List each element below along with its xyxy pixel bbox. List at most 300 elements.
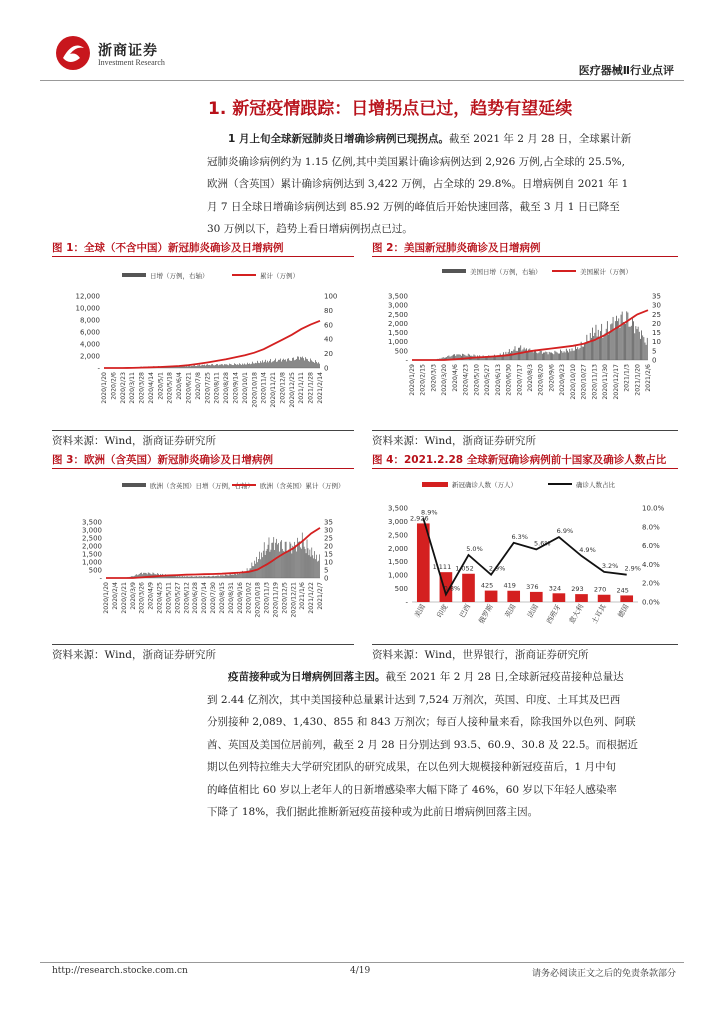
figure-3-source-rule — [52, 644, 354, 645]
legend-label-daily: 日增（万例，右轴） — [150, 272, 209, 280]
daily-bar — [607, 321, 608, 360]
x-tick-label: 2020/5/1 — [157, 372, 165, 400]
y-left-tick-label: 1,500 — [387, 558, 408, 567]
y-right-tick-label: 15 — [324, 550, 333, 559]
daily-bar — [544, 352, 545, 360]
paragraph-1-line: 欧洲（含英国）累计确诊病例达到 3,422 万例，占全球的 29.8%。日增病例自 2021 年 1 — [207, 178, 629, 190]
y-left-tick-label: 2,000 — [79, 352, 100, 361]
share-value-label: 6.3% — [511, 532, 528, 541]
x-tick-label: 2020/11/3 — [263, 582, 271, 614]
daily-bar — [174, 576, 175, 578]
daily-bar — [646, 345, 647, 360]
figure-4-title-rule — [372, 468, 678, 469]
daily-bar — [552, 353, 553, 360]
y-left-tick-label: 1,000 — [387, 571, 408, 580]
daily-bar — [196, 576, 197, 578]
daily-bar — [210, 365, 211, 368]
daily-bar — [293, 358, 294, 368]
daily-bar — [198, 365, 199, 368]
daily-bar — [190, 366, 191, 368]
bar-value-label: 1,111 — [432, 563, 452, 572]
daily-bar — [597, 336, 598, 360]
daily-bar — [236, 575, 237, 578]
legend-label-daily: 美国日增（万例，右轴） — [470, 268, 542, 276]
y-left-tick-label: 2,500 — [387, 310, 408, 319]
daily-bar — [240, 364, 241, 368]
paragraph-2-line: 分别接种 2,089、1,430、855 和 843 万剂次；每百人接种量来看，除我国外以色列、阿联 — [207, 716, 636, 728]
daily-bar — [297, 356, 298, 368]
daily-bar — [228, 575, 229, 578]
x-tick-label: 2021/1/28 — [307, 372, 315, 404]
daily-bar — [284, 552, 285, 578]
daily-bar — [225, 575, 226, 578]
daily-bar — [195, 366, 196, 368]
daily-bar — [192, 576, 193, 578]
y-left-tick-label: 3,500 — [387, 504, 408, 513]
daily-bar — [267, 361, 268, 368]
daily-bar — [559, 353, 560, 360]
daily-bar — [577, 347, 578, 360]
daily-bar — [566, 349, 567, 360]
bar-value-label: 324 — [548, 584, 562, 593]
daily-bar — [232, 574, 233, 578]
daily-bar — [200, 576, 201, 578]
x-tick-label: 2021/1/22 — [308, 582, 316, 614]
y-right-tick-label: 10 — [652, 338, 661, 347]
daily-bar — [574, 351, 575, 360]
paragraph-2-line: 期以色列特拉维夫大学研究团队的研究成果，在以色列大规模接种新冠疫苗后，1 月中旬 — [207, 761, 617, 773]
share-value-label: 4.9% — [579, 545, 596, 554]
daily-bar — [239, 363, 240, 368]
daily-bar — [612, 323, 613, 360]
daily-bar — [601, 324, 602, 360]
figure-4-title: 图 4：2021.2.28 全球新冠确诊病例前十国家及确诊人数占比 — [372, 454, 667, 466]
daily-bar — [241, 573, 242, 578]
bar-value-label: 293 — [571, 585, 584, 594]
country-bar — [485, 591, 498, 602]
daily-bar — [539, 352, 540, 360]
legend-swatch-daily — [122, 273, 146, 277]
daily-bar — [231, 365, 232, 368]
daily-bar — [223, 365, 224, 368]
x-tick-label: 2020/8/11 — [213, 372, 221, 404]
share-value-label: 2.9% — [624, 564, 641, 573]
daily-bar — [238, 574, 239, 578]
daily-bar — [198, 577, 199, 578]
daily-bar — [280, 359, 281, 368]
bar-value-label: 1,052 — [455, 564, 474, 573]
y-right-tick-label: 80 — [324, 306, 333, 315]
daily-bar — [268, 362, 269, 368]
daily-bar — [262, 360, 263, 368]
daily-bar — [600, 331, 601, 360]
y-left-tick-label: 2,000 — [387, 544, 408, 553]
daily-bar — [216, 364, 217, 368]
figure-1-title: 图 1：全球（不含中国）新冠肺炎确诊及日增病例 — [52, 242, 284, 254]
legend-label-cumulative: 欧洲（含英国）累计（万例） — [260, 482, 345, 490]
daily-bar — [295, 545, 296, 578]
daily-bar — [193, 577, 194, 578]
daily-bar — [204, 365, 205, 368]
daily-bar — [185, 577, 186, 578]
legend-swatch-daily — [442, 269, 466, 273]
daily-bar — [547, 352, 548, 360]
daily-bar — [573, 351, 574, 360]
y-right-tick-label: 10.0% — [642, 504, 665, 513]
daily-bar — [271, 550, 272, 578]
daily-bar — [256, 363, 257, 368]
daily-bar — [229, 575, 230, 578]
daily-bar — [318, 362, 319, 368]
daily-bar — [233, 575, 234, 578]
x-tick-label: 2020/10/18 — [254, 582, 262, 618]
daily-bar — [618, 318, 619, 360]
daily-bar — [299, 541, 300, 578]
daily-bar — [310, 557, 311, 578]
footer-url[interactable]: http://research.stocke.com.cn — [52, 966, 188, 976]
bar-value-label: 419 — [503, 581, 516, 590]
y-right-tick-label: 25 — [652, 310, 661, 319]
figure-3-title-rule — [52, 468, 354, 469]
daily-bar — [288, 358, 289, 368]
x-tick-label: 2020/3/3 — [430, 364, 438, 392]
x-tick-label: 2020/3/26 — [138, 582, 146, 614]
daily-bar — [282, 360, 283, 368]
legend-swatch-daily — [122, 483, 146, 487]
daily-bar — [529, 349, 530, 360]
brand-name: 浙商证券 — [98, 43, 158, 59]
y-left-tick-label: 12,000 — [75, 292, 100, 301]
y-right-tick-label: 5 — [324, 566, 329, 575]
y-right-tick-label: 0.0% — [642, 598, 660, 607]
paragraph-2-line: 酋、英国及美国位居前列，截至 2 月 28 日分别达到 93.5、60.9、30.8 及 22.5。而根据近 — [207, 738, 638, 751]
daily-bar — [209, 365, 210, 368]
paragraph-1-lead: 1 月上旬全球新冠肺炎日增确诊病例已现拐点。 — [228, 133, 449, 145]
daily-bar — [247, 363, 248, 368]
daily-bar — [531, 351, 532, 360]
daily-bar — [305, 549, 306, 578]
daily-bar — [252, 362, 253, 368]
daily-bar — [532, 351, 533, 360]
daily-bar — [271, 362, 272, 368]
y-left-tick-label: 3,500 — [81, 518, 102, 527]
daily-bar — [275, 359, 276, 368]
figure-1-title-rule — [52, 256, 354, 257]
chart-2 — [372, 260, 678, 430]
daily-bar — [640, 339, 641, 360]
x-tick-label: 意大利 — [567, 603, 586, 626]
daily-bar — [584, 344, 585, 360]
daily-bar — [309, 362, 310, 368]
share-value-label: 2.9% — [488, 564, 506, 573]
y-right-tick-label: 20 — [652, 319, 661, 328]
y-right-tick-label: 30 — [652, 301, 661, 310]
daily-bar — [557, 353, 558, 360]
daily-bar — [641, 330, 642, 360]
x-tick-label: 2020/2/4 — [111, 582, 119, 610]
legend-label-cumulative: 累计（万例） — [260, 272, 299, 280]
y-left-tick-label: 1,500 — [81, 550, 102, 559]
legend-label-daily: 欧洲（含英国）日增（万例，右轴） — [150, 482, 254, 490]
daily-bar — [306, 359, 307, 368]
daily-bar — [298, 357, 299, 368]
x-tick-label: 2020/11/13 — [591, 364, 599, 400]
y-right-tick-label: 35 — [652, 292, 661, 301]
chart-4 — [372, 472, 678, 644]
x-tick-label: 2021/2/7 — [317, 582, 324, 610]
daily-bar — [605, 333, 606, 360]
y-right-tick-label: 35 — [324, 518, 333, 527]
daily-bar — [261, 553, 262, 578]
daily-bar — [230, 364, 231, 368]
daily-bar — [525, 349, 526, 360]
daily-bar — [549, 352, 550, 360]
daily-bar — [241, 365, 242, 368]
daily-bar — [280, 542, 281, 578]
daily-bar — [190, 577, 191, 578]
figure-1-source: 资料来源：Wind，浙商证券研究所 — [52, 435, 216, 447]
daily-bar — [265, 360, 266, 368]
daily-bar — [630, 327, 631, 360]
y-right-tick-label: 60 — [324, 321, 333, 330]
daily-bar — [621, 315, 622, 360]
daily-bar — [312, 555, 313, 578]
x-tick-label: 2021/2/14 — [317, 372, 324, 404]
daily-bar — [213, 365, 214, 368]
daily-bar — [560, 350, 561, 360]
daily-bar — [183, 366, 184, 368]
daily-bar — [230, 574, 231, 578]
daily-bar — [596, 325, 597, 360]
x-tick-label: 2020/8/28 — [223, 372, 231, 404]
daily-bar — [604, 335, 605, 360]
header-divider — [40, 80, 684, 81]
x-tick-label: 2021/2/6 — [645, 364, 652, 392]
daily-bar — [232, 575, 233, 578]
daily-bar — [211, 577, 212, 578]
daily-bar — [639, 332, 640, 360]
daily-bar — [285, 359, 286, 368]
daily-bar — [561, 351, 562, 360]
daily-bar — [277, 544, 278, 578]
daily-bar — [187, 576, 188, 578]
daily-bar — [305, 357, 306, 368]
figure-2-title: 图 2：美国新冠肺炎确诊及日增病例 — [372, 242, 541, 254]
y-right-tick-label: 0 — [324, 574, 329, 583]
daily-bar — [227, 575, 228, 578]
daily-bar — [226, 364, 227, 368]
daily-bar — [643, 337, 644, 360]
daily-bar — [243, 572, 244, 578]
daily-bar — [599, 337, 600, 360]
x-tick-label: 2020/3/20 — [441, 364, 449, 396]
daily-bar — [221, 364, 222, 368]
chart-1 — [52, 260, 354, 430]
daily-bar — [220, 365, 221, 368]
daily-bar — [283, 359, 284, 368]
daily-bar — [274, 360, 275, 368]
daily-bar — [602, 338, 603, 360]
daily-bar — [207, 364, 208, 368]
daily-bar — [585, 344, 586, 360]
daily-bar — [234, 573, 235, 578]
y-left-tick-label: 3,000 — [387, 301, 408, 310]
daily-bar — [578, 349, 579, 360]
daily-bar — [576, 349, 577, 360]
x-tick-label: 2020/12/21 — [290, 582, 298, 618]
x-tick-label: 2020/1/20 — [101, 372, 108, 404]
paragraph-1 — [207, 128, 677, 241]
bar-value-label: 425 — [480, 581, 494, 590]
daily-bar — [211, 364, 212, 368]
y-left-tick-label: 2,500 — [387, 531, 408, 540]
country-bar — [575, 594, 588, 602]
daily-bar — [242, 364, 243, 368]
daily-bar — [315, 559, 316, 578]
daily-bar — [266, 362, 267, 368]
daily-bar — [186, 577, 187, 578]
daily-bar — [234, 363, 235, 368]
daily-bar — [215, 576, 216, 578]
daily-bar — [248, 364, 249, 368]
daily-bar — [220, 575, 221, 578]
x-tick-label: 2020/9/6 — [548, 364, 556, 392]
daily-bar — [615, 321, 616, 360]
daily-bar — [253, 363, 254, 368]
x-tick-label: 2020/9/16 — [236, 582, 244, 614]
x-tick-label: 2020/2/6 — [110, 372, 118, 400]
x-tick-label: 2020/7/14 — [201, 582, 209, 614]
daily-bar — [516, 351, 517, 360]
daily-bar — [319, 554, 320, 578]
daily-bar — [647, 338, 648, 360]
daily-bar — [282, 549, 283, 578]
daily-bar — [231, 574, 232, 578]
daily-bar — [213, 576, 214, 578]
x-tick-label: 2020/11/30 — [602, 364, 610, 400]
x-tick-label: 2020/6/12 — [183, 582, 191, 614]
daily-bar — [240, 574, 241, 578]
y-right-tick-label: 5 — [652, 347, 657, 356]
daily-bar — [290, 542, 291, 578]
daily-bar — [291, 361, 292, 368]
x-tick-label: 西班牙 — [545, 603, 563, 626]
daily-bar — [249, 363, 250, 368]
daily-bar — [316, 362, 317, 368]
daily-bar — [285, 542, 286, 578]
daily-bar — [200, 366, 201, 368]
daily-bar — [569, 349, 570, 360]
daily-bar — [179, 576, 180, 578]
figure-4-source: 资料来源：Wind，世界银行，浙商证券研究所 — [372, 649, 589, 661]
daily-bar — [307, 539, 308, 578]
daily-bar — [524, 348, 525, 360]
y-right-tick-label: 8.0% — [642, 523, 660, 532]
x-tick-label: 2020/3/9 — [129, 582, 137, 610]
y-right-tick-label: 0 — [652, 356, 657, 365]
share-value-label: 6.9% — [556, 527, 574, 536]
x-tick-label: 2020/12/17 — [612, 364, 620, 400]
daily-bar — [277, 361, 278, 368]
country-bar — [553, 593, 566, 602]
x-tick-label: 2020/9/14 — [232, 372, 240, 404]
brand-logo-icon — [54, 34, 92, 72]
daily-bar — [319, 364, 320, 368]
y-right-tick-label: 40 — [324, 335, 333, 344]
daily-bar — [197, 577, 198, 578]
daily-bar — [564, 351, 565, 360]
daily-bar — [182, 576, 183, 578]
x-tick-label: 2020/10/2 — [245, 582, 253, 614]
y-right-tick-label: 10 — [324, 558, 333, 567]
daily-bar — [526, 348, 527, 360]
daily-bar — [276, 362, 277, 368]
x-tick-label: 2020/7/17 — [516, 364, 524, 396]
footer-disclaimer: 请务必阅读正文之后的免责条款部分 — [531, 969, 676, 979]
y-right-tick-label: 25 — [324, 534, 333, 543]
daily-bar — [235, 364, 236, 368]
daily-bar — [243, 365, 244, 368]
daily-bar — [303, 358, 304, 368]
daily-bar — [203, 365, 204, 368]
page-number: 4/19 — [350, 966, 371, 976]
y-left-tick-label: 500 — [394, 585, 408, 594]
daily-bar — [307, 359, 308, 368]
daily-bar — [212, 364, 213, 368]
daily-bar — [550, 353, 551, 360]
x-tick-label: 2020/7/25 — [204, 372, 212, 404]
daily-bar — [218, 576, 219, 578]
daily-bar — [570, 351, 571, 360]
bar-value-label: 245 — [616, 586, 629, 595]
daily-bar — [209, 576, 210, 578]
daily-bar — [315, 360, 316, 368]
daily-bar — [197, 365, 198, 368]
daily-bar — [201, 576, 202, 578]
daily-bar — [260, 361, 261, 368]
x-tick-label: 美国 — [413, 603, 428, 620]
daily-bar — [182, 366, 183, 368]
daily-bar — [278, 543, 279, 578]
daily-bar — [173, 576, 174, 578]
paragraph-2-lead: 疫苗接种或为日增病例回落主因。 — [228, 671, 386, 683]
x-tick-label: 2020/5/27 — [174, 582, 182, 614]
footer-divider — [40, 962, 684, 963]
daily-bar — [213, 576, 214, 578]
daily-bar — [250, 568, 251, 578]
daily-bar — [178, 576, 179, 578]
daily-bar — [634, 333, 635, 360]
daily-bar — [207, 577, 208, 578]
paragraph-2-line: 下降了 18%，我们据此推断新冠疫苗接种或为此前日增病例回落主因。 — [207, 806, 539, 818]
x-tick-label: 2020/2/15 — [419, 364, 427, 396]
daily-bar — [252, 566, 253, 578]
daily-bar — [540, 351, 541, 360]
x-tick-label: 2020/12/8 — [279, 372, 287, 404]
daily-bar — [304, 360, 305, 368]
daily-bar — [608, 334, 609, 360]
daily-bar — [236, 365, 237, 368]
daily-bar — [613, 317, 614, 360]
daily-bar — [246, 364, 247, 368]
daily-bar — [317, 561, 318, 578]
x-tick-label: 2020/11/19 — [272, 582, 280, 618]
daily-bar — [536, 353, 537, 360]
daily-bar — [296, 359, 297, 368]
y-left-tick-label: 1,000 — [81, 558, 102, 567]
x-tick-label: 印度 — [435, 603, 450, 620]
bar-value-label: 2,926 — [409, 514, 429, 523]
